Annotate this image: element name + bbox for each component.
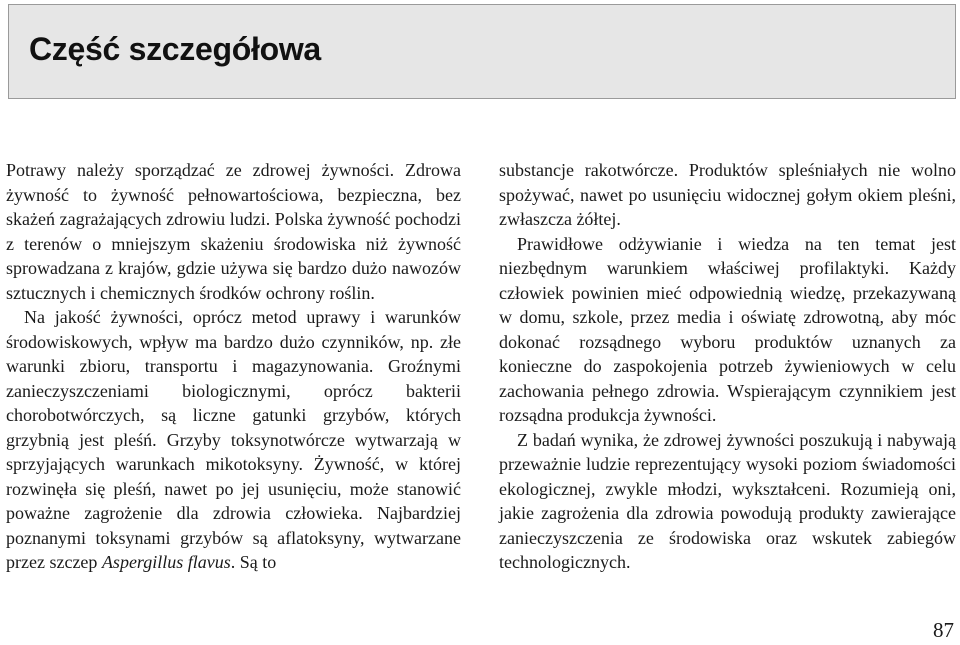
paragraph-healthy-food: Potrawy należy sporządzać ze zdrowej żywności. Zdrowa żywność to żywność pełnowartościowa, bezpieczna, bez skażeń zagrażających zdrowiu ludzi. Polska żywność pochodzi z terenów o mniejszym skażeniu środowiska niż żywność sprowadzana z krajów, gdzie używa się bardzo dużo nawozów sztucznych i chemicznych środków ochrony roślin.	[6, 160, 461, 303]
paragraph-food-quality-text: Na jakość żywności, oprócz metod uprawy i warunków środowiskowych, wpływ ma bardzo dużo czynników, np. złe warunki zbioru, transportu i magazynowania. Groźnymi zanieczyszczeniami biologicznymi, oprócz bakterii chorobotwórczych, są liczne gatunki grzybów, których grzybnią jest pleśń. Grzyby toksynotwórcze wytwarzają w sprzyjających warunkach mikotoksyny. Żywność, w której rozwinęła się pleśń, nawet po jej usunięciu, może stanowić poważne zagrożenie dla zdrowia człowieka. Najbardziej poznanymi toksynami grzybów są aflatoksyny, wytwarzane przez szczep	[6, 307, 461, 572]
paragraph-carcinogens: substancje rakotwórcze. Produktów spleśniałych nie wolno spożywać, nawet po usunięciu widocznej gołym okiem pleśni, zwłaszcza żółtej.	[499, 160, 956, 229]
left-text-column	[6, 158, 461, 575]
paragraph-nutrition-knowledge: Prawidłowe odżywianie i wiedza na ten temat jest niezbędnym warunkiem właściwej profilaktyki. Każdy człowiek powinien mieć odpowiednią wiedzę, przekazywaną w domu, szkole, przez media i oświatę zdrowotną, aby móc dokonać rozsądnego wyboru produktów uznanych za konieczne do zaspokojenia potrzeb żywieniowych w celu zachowania pełnego zdrowia. Wspierającym czynnikiem jest rozsądna produkcja żywności.	[499, 233, 956, 425]
section-title: Część szczegółowa	[29, 31, 321, 67]
species-name: Aspergillus flavus	[101, 552, 231, 572]
right-text-column	[499, 158, 956, 575]
section-header-band	[8, 4, 956, 99]
page-number: 87	[933, 618, 954, 642]
paragraph-food-quality-tail: . Są to	[230, 552, 277, 572]
paragraph-food-quality	[6, 305, 461, 575]
paragraph-research-findings: Z badań wynika, że zdrowej żywności poszukują i nabywają przeważnie ludzie reprezentujący wysoki poziom świadomości ekologicznej, zwykle młodzi, wykształceni. Rozumieją oni, jakie zagrożenia dla zdrowia powodują produkty zawierające zanieczyszczenia ze środowiska oraz wskutek zabiegów technologicznych.	[499, 429, 956, 572]
